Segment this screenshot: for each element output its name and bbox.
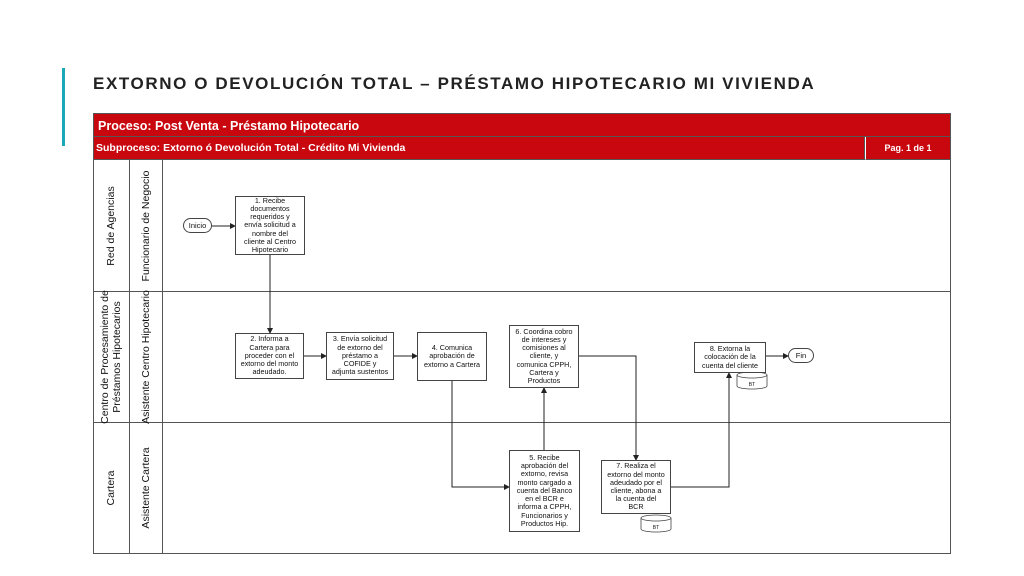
slide-title: EXTORNO O DEVOLUCIÓN TOTAL – PRÉSTAMO HIPOTECARIO MI VIVIENDA [93, 74, 816, 93]
step-4-box: 4. Comunica aprobación de extorno a Cartera [417, 332, 487, 381]
step-6-box: 6. Coordina cobro de intereses y comisiones al cliente, y comunica CPPH, Cartera y Productos [509, 325, 579, 388]
arrow-7-to-8 [671, 373, 729, 487]
db8-label: BT [748, 382, 756, 388]
arrow-4-to-5 [452, 381, 509, 487]
lane-group-cartera: Cartera [105, 470, 117, 506]
arrow-6-to-7 [579, 356, 636, 460]
subprocess-header: Subproceso: Extorno ó Devolución Total - Crédito Mi Vivienda [93, 137, 865, 160]
end-terminal: Fin [788, 348, 814, 363]
step-5-box: 5. Recibe aprobación del extorno, revisa monto cargado a cuenta del Banco en el BCR e informa a CPPH, Funcionarios y Productos Hip. [509, 450, 580, 532]
lane-group-centro: Centro de Procesamiento de Préstamos Hipotecarios [99, 290, 123, 424]
process-header: Proceso: Post Venta - Préstamo Hipotecario [93, 113, 951, 137]
step-8-box: 8. Extorna la colocación de la cuenta del cliente [694, 342, 766, 373]
page-indicator: Pag. 1 de 1 [865, 137, 951, 160]
lane-role-funcionario: Funcionario de Negocio [140, 170, 152, 282]
lane-role-asistente-cartera: Asistente Cartera [140, 447, 152, 529]
step-2-box: 2. Informa a Cartera para proceder con el extorno del monto adeudado. [235, 333, 304, 379]
start-terminal: Inicio [183, 218, 212, 233]
db7-label: BT [652, 525, 660, 531]
step-7-box: 7. Realiza el extorno del monto adeudado por el cliente, abona a la cuenta del BCR [601, 460, 671, 514]
step-1-box: 1. Recibe documentos requeridos y envía solicitud a nombre del cliente al Centro Hipotecario [235, 196, 305, 255]
step-3-box: 3. Envía solicitud de extorno del préstamo a COFIDE y adjunta sustentos [326, 332, 394, 380]
lane-group-red-agencias: Red de Agencias [105, 186, 117, 266]
lane-role-asistente-centro: Asistente Centro Hipotecario [140, 290, 152, 424]
